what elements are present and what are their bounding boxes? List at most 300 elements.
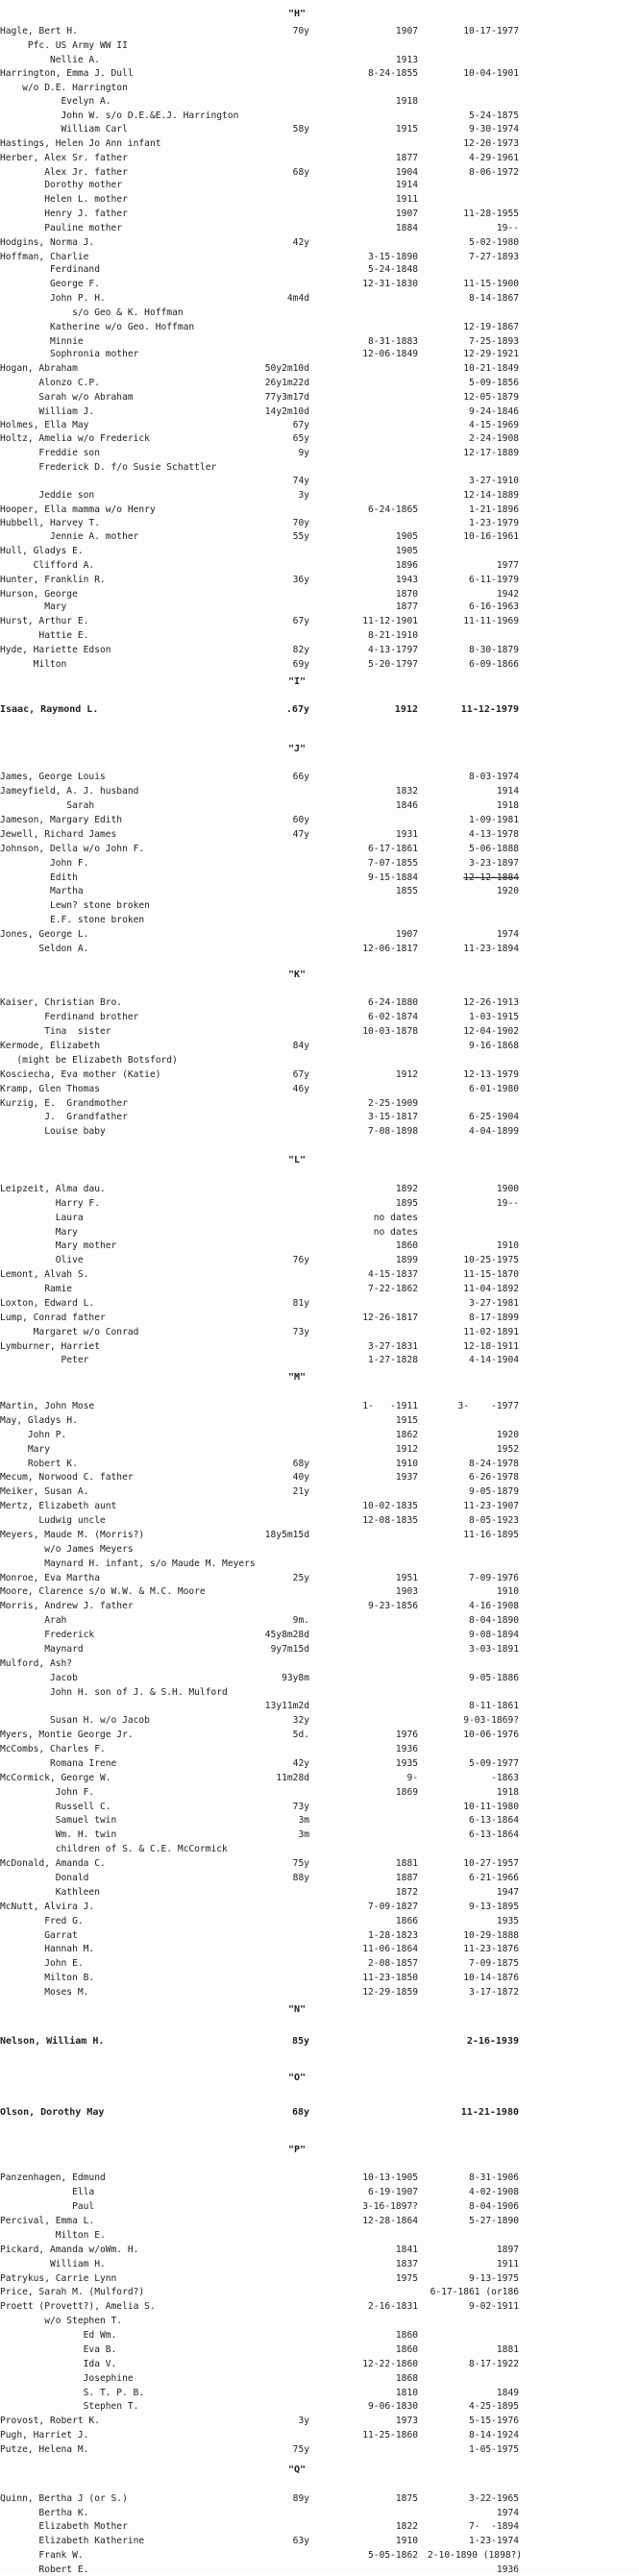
burial-record-row xyxy=(0,1327,639,1338)
birth-date: 12-28-1864 xyxy=(362,2216,418,2226)
death-date: 9-03-1869? xyxy=(463,1715,519,1726)
name-text: Elizabeth Mother xyxy=(0,2521,128,2532)
birth-date: 2-08-1857 xyxy=(368,1958,418,1969)
death-date: 19-- xyxy=(496,1198,519,1209)
section-letter: "H" xyxy=(288,9,307,19)
section-letter-heading xyxy=(0,2073,639,2084)
name-text: Monroe, Eva Martha xyxy=(0,1573,100,1583)
burial-record-row xyxy=(0,1026,639,1038)
death-date: 6-13-1864 xyxy=(469,1829,519,1840)
birth-date: 1913 xyxy=(395,55,418,65)
burial-record-row xyxy=(0,1673,639,1684)
death-date: 1935 xyxy=(496,1916,519,1926)
death-date: 12-26-1913 xyxy=(463,997,519,1008)
name-text: Ed Wm. xyxy=(0,2330,117,2341)
name-text: Pfc. US Army WW II xyxy=(0,40,128,51)
name-text: Kurzig, E. Grandmother xyxy=(0,1098,128,1109)
burial-record-row xyxy=(0,2401,639,2413)
birth-date: 1846 xyxy=(395,800,418,811)
burial-record-row xyxy=(0,786,639,797)
death-date: 9-02-1911 xyxy=(469,2301,519,2312)
burial-record-row xyxy=(0,1758,639,1770)
death-date: 1918 xyxy=(496,800,519,811)
name-text: Lewn? stone broken xyxy=(0,900,150,911)
burial-record-row xyxy=(0,1802,639,1813)
death-date: 8-30-1879 xyxy=(469,645,519,655)
burial-record-row xyxy=(0,2493,639,2505)
age-text: 46y xyxy=(292,1084,309,1094)
name-text: Romana Irene xyxy=(0,1758,117,1769)
burial-record-row xyxy=(0,704,639,716)
name-text: Robert E. xyxy=(0,2564,89,2575)
death-date: 11-28-1955 xyxy=(463,209,519,219)
burial-record-row xyxy=(0,2172,639,2184)
birth-date: 1-27-1828 xyxy=(368,1355,418,1365)
burial-record-row xyxy=(0,1544,639,1556)
birth-date: 9-15-1884 xyxy=(368,872,418,883)
birth-date: 10-13-1905 xyxy=(362,2172,418,2183)
name-text: McCombs, Charles F. xyxy=(0,1744,106,1754)
death-date: 8-05-1923 xyxy=(469,1515,519,1526)
burial-record-row xyxy=(0,1240,639,1252)
birth-date: 1869 xyxy=(395,1787,418,1798)
death-date: 1-23-1979 xyxy=(469,518,519,528)
name-text: Mary xyxy=(0,601,67,612)
burial-record-row xyxy=(0,110,639,122)
death-date: 6-16-1963 xyxy=(469,601,519,612)
death-date: 9-08-1894 xyxy=(469,1630,519,1640)
burial-record-row xyxy=(0,223,639,234)
name-text: Nelson, William H. xyxy=(0,2036,105,2047)
death-date: 6-13-1864 xyxy=(469,1815,519,1826)
name-text: Garrat xyxy=(0,1930,78,1941)
name-text: S. T. P. B. xyxy=(0,2388,145,2398)
birth-date: 1887 xyxy=(395,1873,418,1883)
birth-date: 1910 xyxy=(395,2536,418,2546)
name-text: Jeddie son xyxy=(0,490,95,501)
death-date: 3-27-1981 xyxy=(469,1298,519,1309)
burial-record-row xyxy=(0,2508,639,2519)
burial-record-row xyxy=(0,1401,639,1412)
burial-record-row xyxy=(0,1858,639,1870)
name-text: Pauline mother xyxy=(0,223,123,233)
birth-date: 5-24-1848 xyxy=(368,264,418,275)
birth-date: 1976 xyxy=(395,1730,418,1740)
death-date: 11-02-1891 xyxy=(463,1327,519,1337)
burial-record-row xyxy=(0,900,639,912)
birth-date: 11-23-1850 xyxy=(362,1973,418,1983)
death-date: 1911 xyxy=(496,2259,519,2269)
burial-record-row xyxy=(0,645,639,656)
death-date: 3- -1977 xyxy=(457,1401,519,1411)
burial-record-row xyxy=(0,815,639,826)
name-text: Freddie son xyxy=(0,448,100,458)
name-text: Hull, Gladys E. xyxy=(0,546,84,556)
name-text: Mary xyxy=(0,1227,78,1238)
section-letter: "M" xyxy=(288,1372,307,1383)
death-date: 11-23-1894 xyxy=(463,944,519,954)
burial-record-row xyxy=(0,858,639,870)
name-text: Johnson, Della w/o John F. xyxy=(0,844,145,854)
name-text: Maynard xyxy=(0,1644,84,1655)
name-text: Jones, George L. xyxy=(0,929,89,940)
death-date: 6-17-1861 (or186 xyxy=(430,2287,519,2297)
burial-record-row xyxy=(0,1930,639,1942)
birth-date: 1841 xyxy=(395,2245,418,2255)
name-text: Meiker, Susan A. xyxy=(0,1486,89,1497)
death-date: 11-04-1892 xyxy=(463,1284,519,1294)
name-text: Mary mother xyxy=(0,1240,117,1251)
death-date: 9-24-1846 xyxy=(469,406,519,417)
birth-date: 12-31-1830 xyxy=(362,279,418,289)
name-text: John H. son of J. & S.H. Mulford xyxy=(0,1687,228,1698)
death-date: 12-14-1889 xyxy=(463,490,519,501)
name-text: w/o James Meyers xyxy=(0,1544,134,1555)
age-text: 89y xyxy=(292,2493,309,2504)
burial-record-row xyxy=(0,349,639,360)
burial-record-row xyxy=(0,504,639,516)
name-text: Panzenhagen, Edmund xyxy=(0,2172,106,2183)
burial-record-row xyxy=(0,237,639,249)
death-date: 1918 xyxy=(496,1787,519,1798)
birth-date: 1884 xyxy=(395,223,418,233)
death-date: 4-04-1899 xyxy=(469,1126,519,1137)
burial-record-row xyxy=(0,1255,639,1266)
name-text: Louise baby xyxy=(0,1126,106,1137)
age-text: 45y8m28d xyxy=(264,1630,309,1640)
name-text: Henry J. father xyxy=(0,209,128,219)
burial-record-row xyxy=(0,616,639,627)
burial-record-row xyxy=(0,1084,639,1095)
age-text: 3m xyxy=(298,1829,309,1840)
death-date: 6-01-1980 xyxy=(469,1084,519,1094)
death-date: 1-05-1975 xyxy=(469,2444,519,2455)
death-date: 3-03-1891 xyxy=(469,1644,519,1655)
section-letter-heading xyxy=(0,2465,639,2476)
birth-date: 1943 xyxy=(395,575,418,585)
death-date: 5-24-1875 xyxy=(469,110,519,121)
burial-record-row xyxy=(0,40,639,52)
burial-record-row xyxy=(0,2287,639,2298)
age-text: 66y xyxy=(292,772,309,782)
section-letter: "J" xyxy=(288,744,307,754)
burial-record-row xyxy=(0,1284,639,1295)
burial-record-row xyxy=(0,1601,639,1612)
burial-record-row xyxy=(0,944,639,955)
name-text: Edith xyxy=(0,872,78,883)
burial-record-row xyxy=(0,1012,639,1023)
name-text: Ramie xyxy=(0,1284,73,1294)
death-date: 4-13-1978 xyxy=(469,829,519,840)
name-text: Patrykus, Carrie Lynn xyxy=(0,2273,117,2284)
birth-date: 2-16-1831 xyxy=(368,2301,418,2312)
name-text: Lemont, Alvah S. xyxy=(0,1269,89,1280)
death-date: 9-05-1879 xyxy=(469,1486,519,1497)
age-text: 75y xyxy=(292,2444,309,2455)
section-letter-heading xyxy=(0,676,639,688)
burial-record-row xyxy=(0,531,639,543)
name-text: McDonald, Amanda C. xyxy=(0,1858,106,1869)
birth-date: 1862 xyxy=(395,1430,418,1440)
name-text: Kaiser, Christian Bro. xyxy=(0,997,123,1008)
burial-record-row xyxy=(0,2344,639,2356)
death-date: 3-27-1910 xyxy=(469,476,519,486)
burial-record-row xyxy=(0,1658,639,1670)
section-letter-heading xyxy=(0,1372,639,1384)
burial-record-row xyxy=(0,2359,639,2370)
name-text: McNutt, Alvira J. xyxy=(0,1901,95,1912)
burial-record-row xyxy=(0,1844,639,1855)
burial-record-row xyxy=(0,1055,639,1067)
birth-date: 9-23-1856 xyxy=(368,1601,418,1611)
burial-record-row xyxy=(0,322,639,333)
birth-date: 1937 xyxy=(395,1472,418,1483)
name-text: William Carl xyxy=(0,124,128,135)
birth-date: 1903 xyxy=(395,1586,418,1597)
name-text: Quinn, Bertha J (or S.) xyxy=(0,2493,128,2504)
birth-date: 8-31-1883 xyxy=(368,336,418,347)
burial-record-row xyxy=(0,1615,639,1627)
section-letter: "O" xyxy=(288,2073,307,2083)
age-text: 82y xyxy=(292,645,309,655)
age-text: 65y xyxy=(292,433,309,444)
death-date: 8-06-1972 xyxy=(469,167,519,178)
burial-record-row xyxy=(0,1486,639,1498)
burial-record-row xyxy=(0,209,639,220)
burial-record-row xyxy=(0,2245,639,2256)
death-date: 9-16-1868 xyxy=(469,1041,519,1051)
death-date: 1-09-1981 xyxy=(469,815,519,825)
name-text: Ludwig uncle xyxy=(0,1515,106,1526)
section-letter: "K" xyxy=(288,969,307,980)
birth-date: 11-12-1901 xyxy=(362,616,418,626)
burial-record-row xyxy=(0,1459,639,1470)
name-text: Martin, John Mose xyxy=(0,1401,95,1411)
burial-record-row xyxy=(0,2273,639,2285)
death-date: 3-23-1897 xyxy=(469,858,519,869)
death-date: 1977 xyxy=(496,560,519,571)
age-text: 88y xyxy=(292,1873,309,1883)
name-text: John F. xyxy=(0,1787,95,1798)
age-text: 77y3m17d xyxy=(264,392,309,403)
burial-record-row xyxy=(0,886,639,897)
birth-date: 3-16-1897? xyxy=(362,2201,418,2212)
burial-record-row xyxy=(0,124,639,135)
age-text: 60y xyxy=(292,815,309,825)
death-date: 10-21-1849 xyxy=(463,363,519,374)
death-date: 1952 xyxy=(496,1444,519,1455)
name-text: May, Gladys H. xyxy=(0,1415,78,1426)
section-letter-heading xyxy=(0,9,639,20)
death-date: 8-04-1890 xyxy=(469,1615,519,1626)
burial-record-row xyxy=(0,997,639,1009)
burial-record-row xyxy=(0,2564,639,2576)
burial-record-row xyxy=(0,1829,639,1841)
section-letter-heading xyxy=(0,2004,639,2016)
burial-record-row xyxy=(0,2373,639,2385)
birth-date: 10-02-1835 xyxy=(362,1501,418,1511)
death-date: 1920 xyxy=(496,886,519,896)
burial-record-row xyxy=(0,1916,639,1927)
name-text: Jacob xyxy=(0,1673,78,1683)
name-text: J. Grandfather xyxy=(0,1112,128,1122)
burial-record-row xyxy=(0,1269,639,1281)
death-date: 10-04-1901 xyxy=(463,68,519,79)
name-text: Stephen T. xyxy=(0,2401,139,2412)
burial-record-row xyxy=(0,1958,639,1970)
burial-record-row xyxy=(0,1687,639,1699)
burial-record-row xyxy=(0,1069,639,1081)
birth-date: 1875 xyxy=(395,2493,418,2504)
age-text: 67y xyxy=(292,616,309,626)
name-text: Elizabeth Katherine xyxy=(0,2536,145,2546)
death-date: 1920 xyxy=(496,1430,519,1440)
burial-record-row xyxy=(0,2301,639,2313)
burial-record-row xyxy=(0,2201,639,2213)
age-text: 47y xyxy=(292,829,309,840)
burial-record-row xyxy=(0,1530,639,1541)
death-date: 6-09-1866 xyxy=(469,659,519,670)
burial-record-row xyxy=(0,1715,639,1727)
name-text: Russell C. xyxy=(0,1802,111,1812)
burial-record-row xyxy=(0,1586,639,1598)
birth-date: 7-08-1898 xyxy=(368,1126,418,1137)
age-text: 11m28d xyxy=(276,1773,309,1783)
birth-date: 1912 xyxy=(395,1069,418,1080)
death-date: 10-11-1980 xyxy=(463,1802,519,1812)
burial-record-row xyxy=(0,1430,639,1441)
death-date: 10-14-1876 xyxy=(463,1973,519,1983)
burial-record-row xyxy=(0,1213,639,1224)
section-letter: "N" xyxy=(288,2004,307,2015)
birth-date: 1899 xyxy=(395,1255,418,1265)
death-date: 12-18-1911 xyxy=(463,1341,519,1352)
age-text: 58y xyxy=(292,124,309,135)
age-text: 70y xyxy=(292,518,309,528)
name-text: Lump, Conrad father xyxy=(0,1313,106,1323)
burial-record-row xyxy=(0,575,639,586)
name-text: Hurst, Arthur E. xyxy=(0,616,89,626)
burial-record-row xyxy=(0,68,639,80)
age-text: 85y xyxy=(291,2036,309,2047)
birth-date: 4-13-1797 xyxy=(368,645,418,655)
birth-date: 1905 xyxy=(395,531,418,542)
death-date: 5-09-1856 xyxy=(469,378,519,388)
burial-record-row xyxy=(0,1501,639,1512)
burial-record-row xyxy=(0,180,639,191)
burial-record-row xyxy=(0,872,639,884)
name-text: Kramp, Glen Thomas xyxy=(0,1084,100,1094)
birth-date: 7-22-1862 xyxy=(368,1284,418,1294)
birth-date: 1877 xyxy=(395,153,418,163)
burial-record-row xyxy=(0,448,639,459)
burial-record-row xyxy=(0,2230,639,2242)
birth-date: 8-24-1855 xyxy=(368,68,418,79)
burial-record-row xyxy=(0,1298,639,1310)
name-text: Peter xyxy=(0,1355,89,1365)
death-date: 1910 xyxy=(496,1586,519,1597)
birth-date: 1935 xyxy=(395,1758,418,1769)
name-text: McCormick, George W. xyxy=(0,1773,111,1783)
age-text: 4m4d xyxy=(286,293,309,304)
birth-date: 11-25-1860 xyxy=(362,2430,418,2441)
death-date: 12-19-1867 xyxy=(463,322,519,332)
name-text: Nellie A. xyxy=(0,55,100,65)
burial-record-row xyxy=(0,2416,639,2427)
name-text: Jameyfield, A. J. husband xyxy=(0,786,139,797)
death-date: 1974 xyxy=(496,2508,519,2518)
burial-record-row xyxy=(0,800,639,812)
birth-date: 1837 xyxy=(395,2259,418,2269)
name-text: Hubbell, Harvey T. xyxy=(0,518,100,528)
age-text: .67y xyxy=(285,704,309,715)
death-date: 11-11-1969 xyxy=(463,616,519,626)
name-text: William H. xyxy=(0,2259,106,2269)
burial-record-row xyxy=(0,1227,639,1239)
name-text: Ella xyxy=(0,2187,95,2197)
name-text: Harry F. xyxy=(0,1198,100,1209)
name-text: Jameson, Margary Edith xyxy=(0,815,123,825)
age-text: 26y1m22d xyxy=(264,378,309,388)
name-text: John P. H. xyxy=(0,293,106,304)
name-text: Hurson, George xyxy=(0,589,78,600)
death-date: 1849 xyxy=(496,2388,519,2398)
death-date: 1881 xyxy=(496,2344,519,2355)
death-date: 4-15-1969 xyxy=(469,420,519,430)
name-text: Ida V. xyxy=(0,2359,117,2369)
name-text: Susan H. w/o Jacob xyxy=(0,1715,150,1726)
name-text: Evelyn A. xyxy=(0,96,111,107)
birth-date: 1892 xyxy=(395,1184,418,1194)
name-text: Provost, Robert K. xyxy=(0,2416,100,2426)
burial-record-row xyxy=(0,264,639,276)
death-date: 1947 xyxy=(496,1887,519,1898)
burial-record-row xyxy=(0,1098,639,1110)
burial-record-row xyxy=(0,420,639,431)
death-date: 1-03-1915 xyxy=(469,1012,519,1022)
birth-date: 6-24-1865 xyxy=(368,504,418,515)
burial-record-row xyxy=(0,2330,639,2342)
name-text: Hyde, Hariette Edson xyxy=(0,645,111,655)
death-date: 10-16-1961 xyxy=(463,531,519,542)
age-text: 18y5m15d xyxy=(264,1530,309,1540)
birth-date: 1914 xyxy=(395,180,418,190)
death-date: -1863 xyxy=(491,1773,519,1783)
name-text: Isaac, Raymond L. xyxy=(0,704,99,715)
burial-record-row xyxy=(0,1472,639,1484)
birth-date: no dates xyxy=(373,1213,418,1223)
name-text: Hagle, Bert H. xyxy=(0,26,78,37)
birth-date: 1-28-1823 xyxy=(368,1930,418,1941)
birth-date: 6-24-1880 xyxy=(368,997,418,1008)
burial-record-row xyxy=(0,2388,639,2399)
name-text: Kosciecha, Eva mother (Katie) xyxy=(0,1069,161,1080)
birth-date: 5-05-1862 xyxy=(368,2550,418,2561)
burial-record-row xyxy=(0,1630,639,1641)
burial-record-row xyxy=(0,1355,639,1366)
death-date: 3-17-1872 xyxy=(469,1987,519,1998)
burial-record-row xyxy=(0,490,639,502)
name-text: Sarah w/o Abraham xyxy=(0,392,134,403)
death-date: 4-14-1904 xyxy=(469,1355,519,1365)
name-text: Hastings, Helen Jo Ann infant xyxy=(0,138,161,149)
age-text: 74y xyxy=(292,476,309,486)
death-date: 8-11-1861 xyxy=(469,1701,519,1711)
burial-record-row xyxy=(0,546,639,557)
burial-record-row xyxy=(0,2187,639,2198)
birth-date: 4-15-1837 xyxy=(368,1269,418,1280)
burial-record-row xyxy=(0,83,639,94)
